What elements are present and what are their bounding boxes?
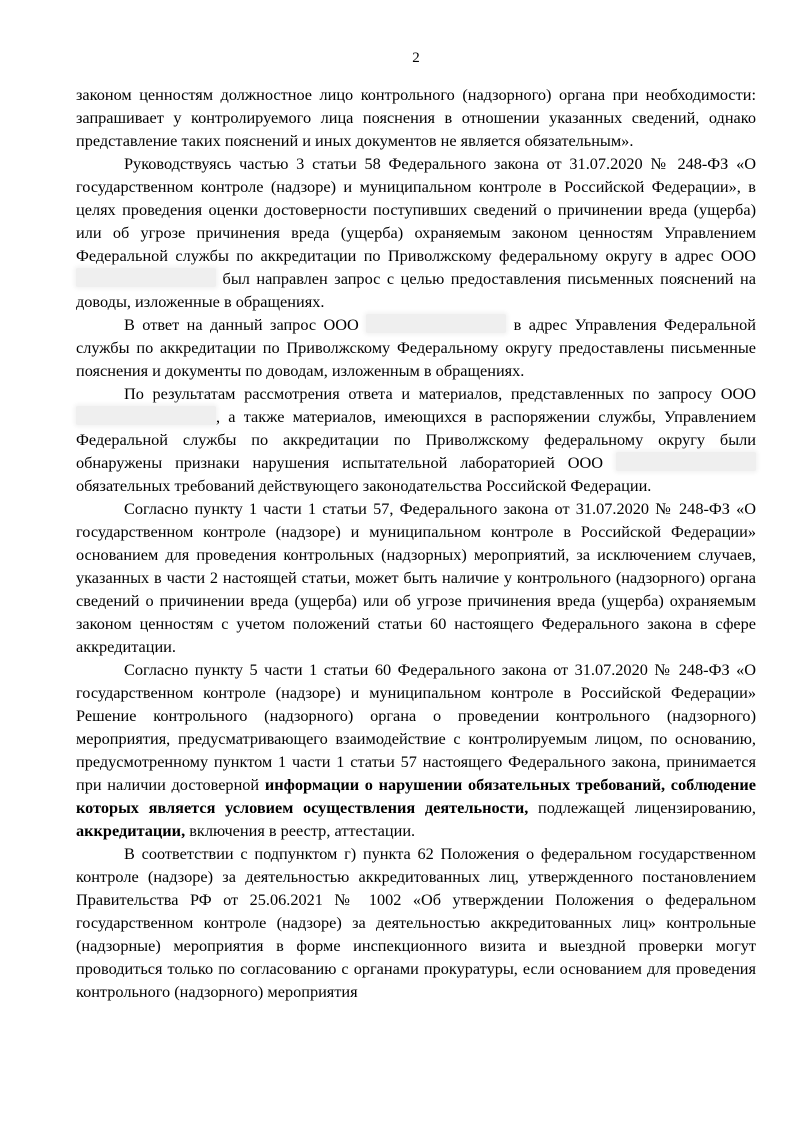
paragraph-text: , а также материалов, имеющихся в распоряжении службы, Управлением Федеральной службы по аккредитации по Приволжскому федеральному округу были обнаружены признаки нарушения испытательной лабораторией ООО (76, 407, 756, 472)
paragraph-text: Согласно пункту 5 части 1 статьи 60 Федерального закона от 31.07.2020 № 248-ФЗ «О государственном контроле (надзоре) и муниципальном контроле в Российской Федерации» Решение контрольного (надзорного) органа о проведении контрольного (надзорного) мероприятия, предусматривающего взаимодействие с контролируемым лицом, по основанию, предусмотренному пунктом 1 части 1 статьи 57 настоящего Федерального закона, принимается при наличии достоверной (76, 660, 756, 794)
bold-text: аккредитации, (76, 821, 186, 840)
paragraph-text: По результатам рассмотрения ответа и материалов, представленных по запросу ООО (124, 384, 756, 403)
paragraph-text: был направлен запрос с целью предоставления письменных пояснений на доводы, изложенные в обращениях. (76, 269, 756, 311)
paragraph-article-60 (76, 658, 756, 842)
paragraph-request (76, 152, 756, 313)
redacted-company-name (366, 314, 506, 333)
paragraph-text: Руководствуясь частью 3 статьи 58 Федерального закона от 31.07.2020 № 248-ФЗ «О государственном контроле (надзоре) и муниципальном контроле в Российской Федерации», в целях проведения оценки достоверности поступивших сведений о причинении вреда (ущерба) или об угрозе причинения вреда (ущерба) охраняемым законом ценностям Управлением Федеральной службы по аккредитации по Приволжскому федеральному округу в адрес ООО (76, 154, 756, 265)
redacted-company-name (616, 452, 756, 471)
paragraph-text: включения в реестр, аттестации. (189, 821, 416, 840)
redacted-company-name (76, 268, 216, 287)
page-number: 2 (412, 50, 420, 66)
paragraph-text: В ответ на данный запрос ООО (124, 315, 359, 334)
redacted-company-name (76, 406, 216, 425)
bold-text: информации о нарушении обязательных требований, соблюдение которых является условием осуществления деятельности, (76, 775, 756, 817)
paragraph-text: подлежащей лицензированию, (538, 798, 756, 817)
document-body (76, 83, 756, 1003)
paragraph-response (76, 313, 756, 382)
paragraph-continuation: законом ценностям должностное лицо контрольного (надзорного) органа при необходимости: запрашивает у контролируемого лица пояснения в отношении указанных сведений, однако представление таких пояснений и иных документов не является обязательным». (76, 85, 756, 150)
paragraph-results (76, 382, 756, 497)
paragraph-article-57: Согласно пункту 1 части 1 статьи 57, Федерального закона от 31.07.2020 № 248-ФЗ «О государственном контроле (надзоре) и муниципальном контроле в Российской Федерации» основанием для проведения контрольных (надзорных) мероприятий, за исключением случаев, указанных в части 2 настоящей статьи, может быть наличие у контрольного (надзорного) органа сведений о причинении вреда (ущерба) или об угрозе причинения вреда (ущерба) охраняемым законом ценностям с учетом положений статьи 60 настоящего Федерального закона в сфере аккредитации. (76, 499, 756, 656)
paragraph-regulation-62: В соответствии с подпунктом г) пункта 62 Положения о федеральном государственном контроле (надзоре) за деятельностью аккредитованных лиц, утвержденного постановлением Правительства РФ от 25.06.2021 № 1002 «Об утверждении Положения о федеральном государственном контроле (надзоре) за деятельностью аккредитованных лиц» контрольные (надзорные) мероприятия в форме инспекционного визита и выездной проверки могут проводиться только по согласованию с органами прокуратуры, если основанием для проведения контрольного (надзорного) мероприятия (76, 844, 756, 1001)
paragraph-text: в адрес Управления Федеральной службы по аккредитации по Приволжскому Федеральному округу предоставлены письменные пояснения и документы по доводам, изложенным в обращениях. (76, 315, 756, 380)
paragraph-text: обязательных требований действующего законодательства Российской Федерации. (76, 476, 652, 495)
